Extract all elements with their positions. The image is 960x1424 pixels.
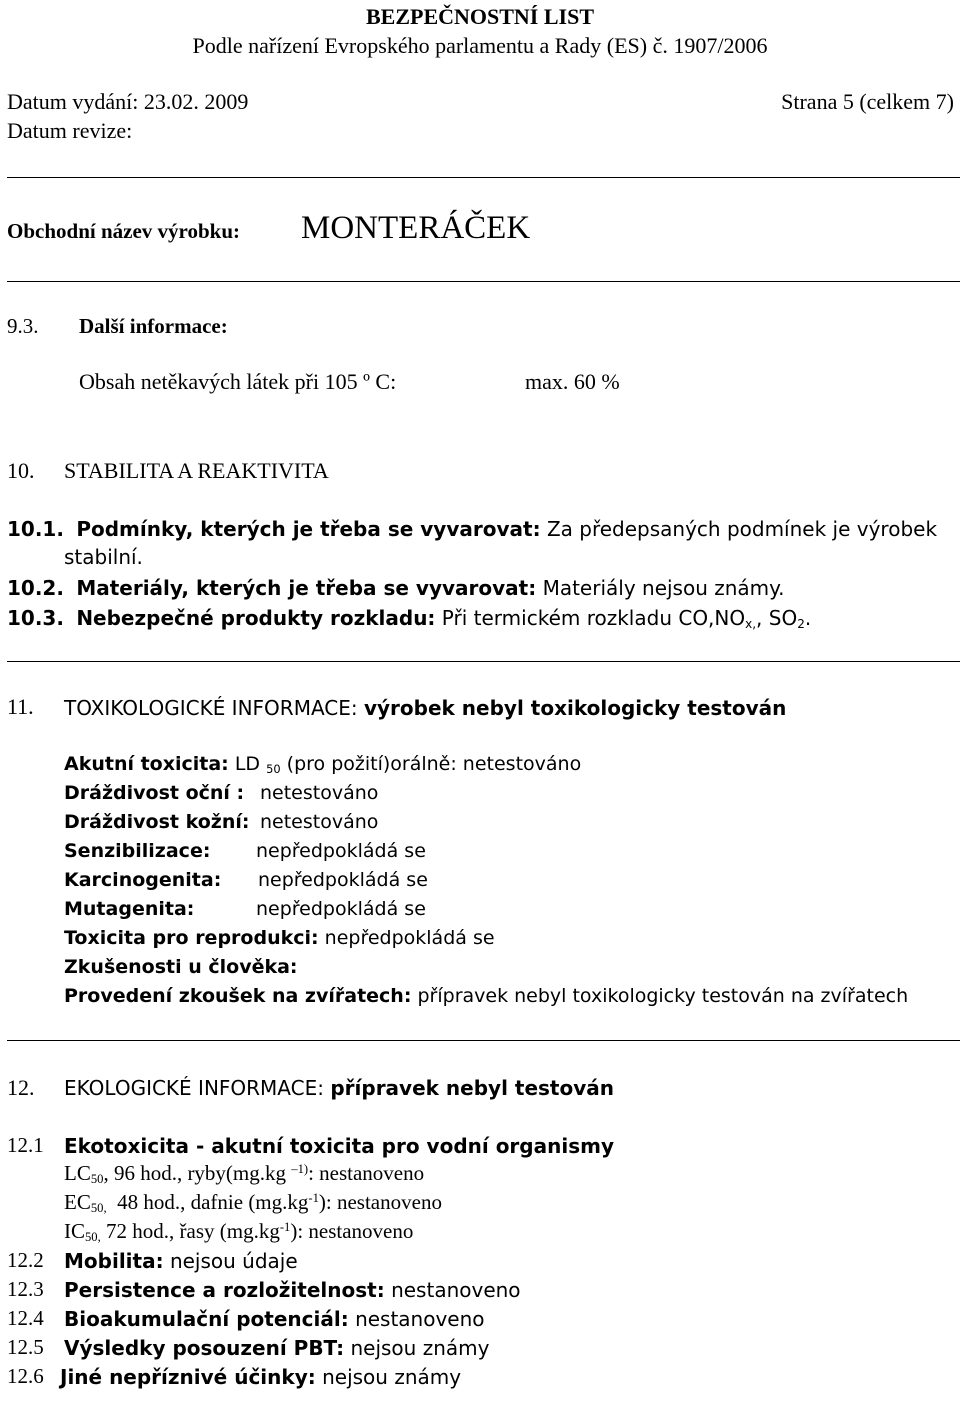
item-12-4-number: 12.4 [7,1306,44,1330]
row-value: nepředpokládá se [324,927,495,949]
section-11-number: 11. [7,694,34,719]
subscript: 50, [85,1230,101,1245]
list-item [7,576,785,600]
lc50-row [64,1161,424,1186]
mutagenicity-value: nepředpokládá se [256,898,426,920]
header-divider [7,177,960,178]
item-text: Při termickém rozkladu CO,NO [441,606,746,630]
item-12-3-number: 12.3 [7,1277,44,1301]
row-text: LD [234,753,261,775]
eye-irritation-label: Dráždivost oční : [64,782,245,804]
section-12-heading [64,1076,614,1100]
ec50-row [64,1190,442,1215]
section-10-title: STABILITA A REAKTIVITA [64,458,329,483]
item-label: Bioakumulační potenciál: [64,1307,349,1331]
superscript: –1) [291,1162,309,1177]
item-number: 10.1. [7,517,64,541]
item-label: Nebezpečné produkty rozkladu: [76,606,436,630]
row-text: ): nestanoveno [290,1219,414,1243]
section-9-3-number: 9.3. [7,314,39,338]
item-12-1-title: Ekotoxicita - akutní toxicita pro vodní organismy [64,1134,614,1158]
row-text: EC [64,1190,91,1214]
page-number: Strana 5 (celkem 7) [781,89,954,114]
nonvolatile-label: Obsah netěkavých látek při 105 º C: [79,369,397,394]
subscript: 2 [797,617,805,631]
subscript: 50 [266,761,281,776]
skin-irritation-value: netestováno [260,811,379,833]
product-name: MONTERÁČEK [301,210,531,246]
issue-date: Datum vydání: 23.02. 2009 [7,89,249,114]
product-label: Obchodní název výrobku: [7,219,240,243]
row-text: LC [64,1161,91,1185]
subscript: 50, [90,1201,107,1216]
item-text-continued: stabilní. [64,545,143,569]
row-text: ): nestanoveno [318,1190,442,1214]
superscript: -1 [279,1220,291,1235]
sensitization-label: Senzibilizace: [64,840,211,862]
item-value: nejsou známy [322,1365,462,1389]
row-label: Toxicita pro reprodukci: [64,927,319,949]
row-text: IC [64,1219,85,1243]
item-text: , SO [756,606,798,630]
ic50-row [64,1219,413,1244]
superscript: -1 [308,1191,319,1206]
skin-irritation-label: Dráždivost kožní: [64,811,250,833]
reproduction-toxicity-row [64,927,495,949]
document-title: BEZPEČNOSTNÍ LIST [365,4,595,29]
regulation-subtitle: Podle nařízení Evropského parlamentu a Rady (ES) č. 1907/2006 [192,33,768,58]
human-experience-label: Zkušenosti u člověka: [64,956,298,978]
item-text: Materiály nejsou známy. [542,576,785,600]
acute-toxicity-row [64,753,581,775]
item-label: Mobilita: [64,1249,164,1273]
item-text: . [804,606,812,630]
animal-testing-row [64,985,908,1007]
item-12-4 [64,1307,485,1331]
subscript: 50 [90,1172,104,1187]
section-10-number: 10. [7,458,35,483]
item-12-6 [60,1365,461,1389]
row-label: Provedení zkoušek na zvířatech: [64,985,412,1007]
row-text: 48 hod., dafnie (mg.kg [117,1190,309,1214]
section-12-number: 12. [7,1075,35,1100]
section-11-heading [64,696,786,720]
section-10-divider [7,661,960,662]
section-11-divider [7,1040,960,1041]
row-text: , 96 hod., ryby(mg.kg [103,1161,287,1185]
item-number: 10.3. [7,606,64,630]
list-item [7,517,937,541]
carcinogenicity-label: Karcinogenita: [64,869,222,891]
nonvolatile-value: max. 60 % [525,369,620,394]
row-value: přípravek nebyl toxikologicky testován na zvířatech [417,985,909,1007]
item-label: Jiné nepříznivé účinky: [60,1365,316,1389]
item-text: Za předepsaných podmínek je výrobek [546,517,938,541]
section-12-note: přípravek nebyl testován [330,1076,614,1100]
item-12-5 [64,1336,489,1360]
row-text: (pro požití)orálně: netestováno [286,753,582,775]
item-12-2-number: 12.2 [7,1248,44,1272]
list-item [7,606,811,630]
item-label: Podmínky, kterých je třeba se vyvarovat: [76,517,541,541]
carcinogenicity-value: nepředpokládá se [258,869,428,891]
item-label: Výsledky posouzení PBT: [64,1336,345,1360]
mutagenicity-label: Mutagenita: [64,898,195,920]
subscript: x, [745,617,757,631]
eye-irritation-value: netestováno [260,782,379,804]
item-12-2 [64,1249,298,1273]
item-value: nestanoveno [355,1307,485,1331]
item-12-3 [64,1278,521,1302]
item-label: Persistence a rozložitelnost: [64,1278,385,1302]
item-number: 10.2. [7,576,64,600]
section-12-title: EKOLOGICKÉ INFORMACE: [64,1076,324,1100]
item-12-1-number: 12.1 [7,1133,44,1157]
revision-date: Datum revize: [7,118,133,143]
item-label: Materiály, kterých je třeba se vyvarovat: [76,576,537,600]
item-value: nejsou údaje [169,1249,298,1273]
sensitization-value: nepředpokládá se [256,840,426,862]
item-12-6-number: 12.6 [7,1364,44,1388]
row-text: 72 hod., řasy (mg.kg [106,1219,280,1243]
section-9-3-title: Další informace: [79,314,228,338]
item-value: nestanoveno [391,1278,521,1302]
row-text: : nestanoveno [308,1161,425,1185]
item-12-5-number: 12.5 [7,1335,44,1359]
item-value: nejsou známy [350,1336,490,1360]
section-11-note: výrobek nebyl toxikologicky testován [363,696,787,720]
section-11-title: TOXIKOLOGICKÉ INFORMACE: [64,696,358,720]
row-label: Akutní toxicita: [64,753,229,775]
product-divider [7,281,960,282]
